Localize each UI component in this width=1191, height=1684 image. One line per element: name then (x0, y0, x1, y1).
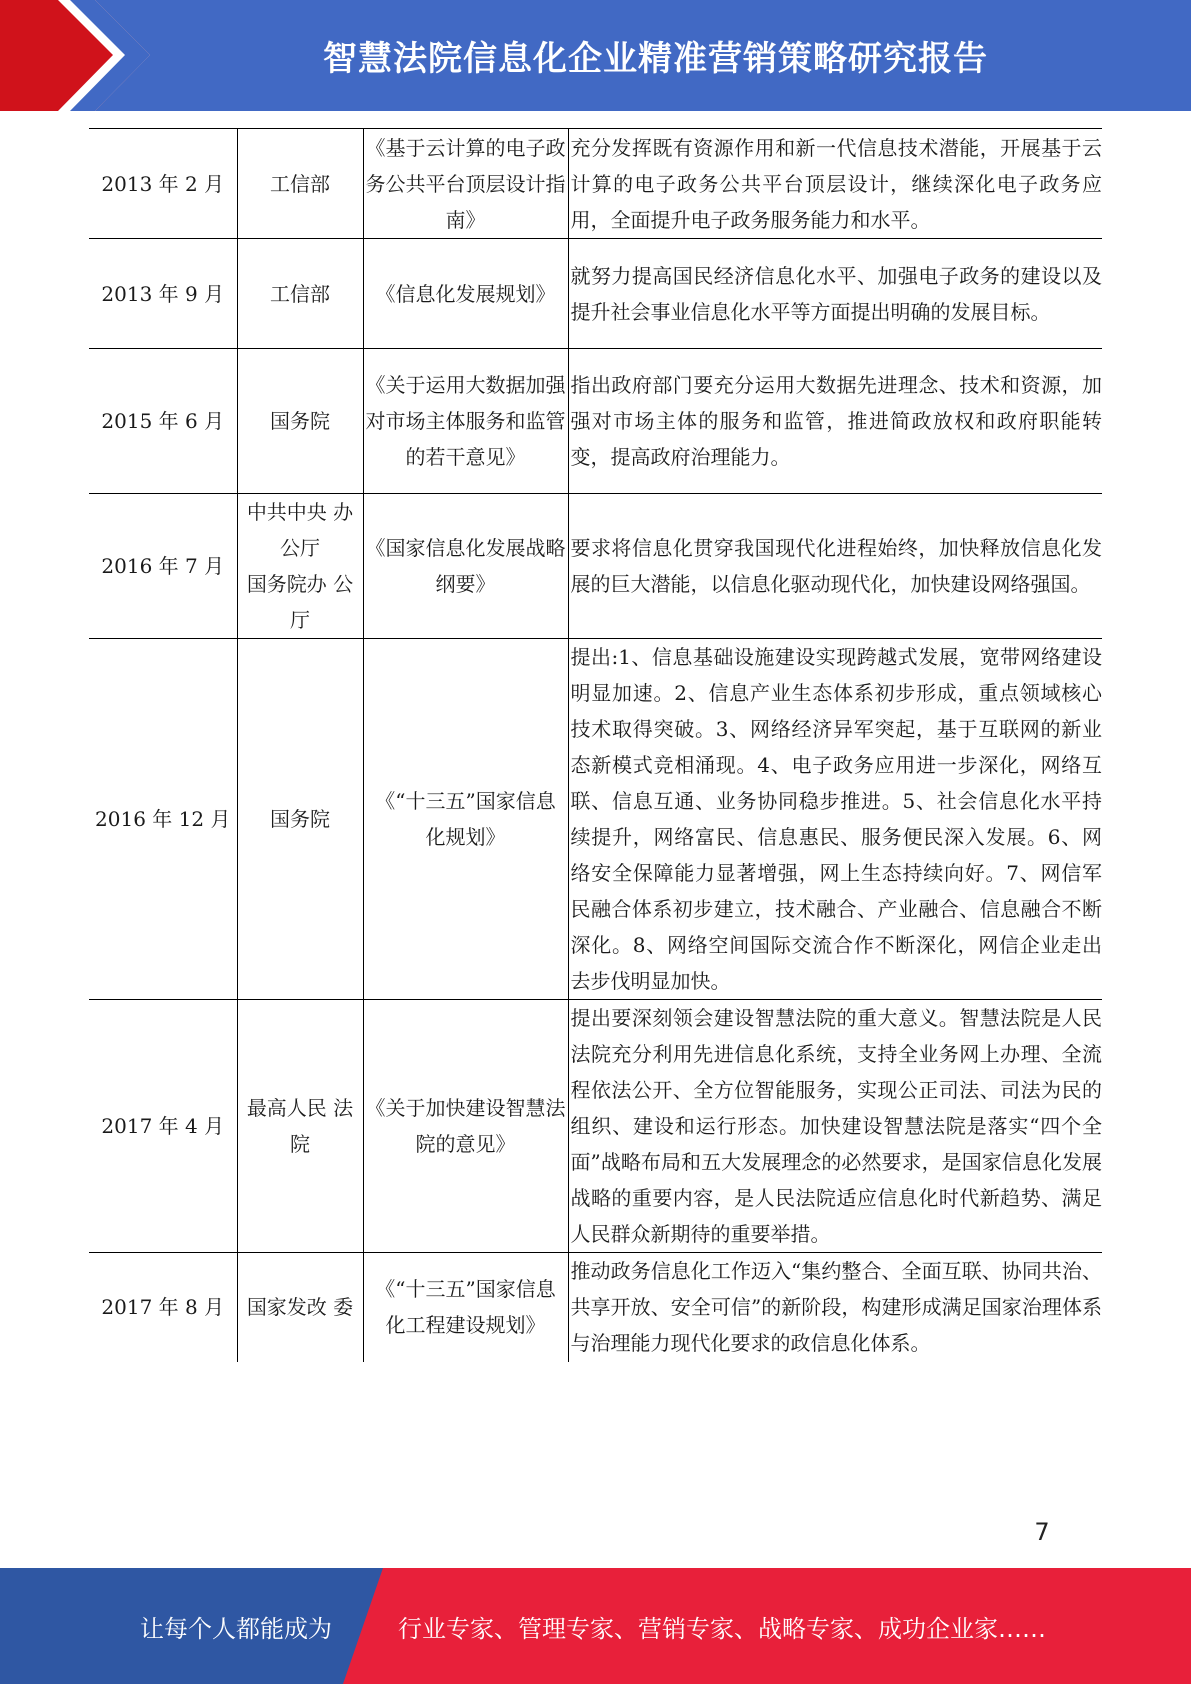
issuer-cell: 工信部 (237, 129, 363, 239)
issuer-cell: 中共中央 办公厅 国务院办 公厅 (237, 494, 363, 639)
description-cell: 指出政府部门要充分运用大数据先进理念、技术和资源，加强对市场主体的服务和监管，推进简政放权和政府职能转变，提高政府治理能力。 (568, 349, 1102, 494)
header-chevron-icon (0, 0, 160, 111)
document-cell: 《“十三五”国家信息化规划》 (363, 639, 568, 1000)
date-cell: 2017 年 4 月 (89, 1000, 237, 1253)
page-header (0, 0, 1191, 111)
table-row (89, 239, 1102, 349)
description-cell: 推动政务信息化工作迈入“集约整合、全面互联、协同共治、共享开放、安全可信”的新阶段，构建形成满足国家治理体系与治理能力现代化要求的政信息化体系。 (568, 1253, 1102, 1362)
document-cell: 《“十三五”国家信息化工程建设规划》 (363, 1253, 568, 1362)
description-cell: 提出要深刻领会建设智慧法院的重大意义。智慧法院是人民法院充分利用先进信息化系统，支持全业务网上办理、全流程依法公开、全方位智能服务，实现公正司法、司法为民的组织、建设和运行形态。加快建设智慧法院是落实“四个全面”战略布局和五大发展理念的必然要求，是国家信息化发展战略的重要内容，是人民法院适应信息化时代新趋势、满足人民群众新期待的重要举措。 (568, 1000, 1102, 1253)
document-cell: 《基于云计算的电子政务公共平台顶层设计指南》 (363, 129, 568, 239)
issuer-cell: 最高人民 法院 (237, 1000, 363, 1253)
date-cell: 2015 年 6 月 (89, 349, 237, 494)
issuer-cell: 工信部 (237, 239, 363, 349)
date-cell: 2017 年 8 月 (89, 1253, 237, 1362)
issuer-cell: 国务院 (237, 639, 363, 1000)
document-cell: 《国家信息化发展战略纲要》 (363, 494, 568, 639)
page-number: 7 (1034, 1518, 1050, 1546)
page-footer (0, 1568, 1191, 1684)
table-row (89, 129, 1102, 239)
table-row (89, 494, 1102, 639)
date-cell: 2016 年 12 月 (89, 639, 237, 1000)
report-title: 智慧法院信息化企业精准营销策略研究报告 (323, 39, 988, 79)
table-row (89, 349, 1102, 494)
description-cell: 充分发挥既有资源作用和新一代信息技术潜能，开展基于云计算的电子政务公共平台顶层设计，继续深化电子政务应用，全面提升电子政务服务能力和水平。 (568, 129, 1102, 239)
document-cell: 《关于运用大数据加强对市场主体服务和监管的若干意见》 (363, 349, 568, 494)
date-cell: 2016 年 7 月 (89, 494, 237, 639)
table-row (89, 1000, 1102, 1253)
description-cell: 提出:1、信息基础设施建设实现跨越式发展，宽带网络建设明显加速。2、信息产业生态体系初步形成，重点领域核心技术取得突破。3、网络经济异军突起，基于互联网的新业态新模式竞相涌现。4、电子政务应用进一步深化，网络互联、信息互通、业务协同稳步推进。5、社会信息化水平持续提升，网络富民、信息惠民、服务便民深入发展。6、网络安全保障能力显著增强，网上生态持续向好。7、网信军民融合体系初步建立，技术融合、产业融合、信息融合不断深化。8、网络空间国际交流合作不断深化，网信企业走出去步伐明显加快。 (568, 639, 1102, 1000)
policy-table (89, 128, 1102, 1362)
issuer-cell: 国家发改 委 (237, 1253, 363, 1362)
date-cell: 2013 年 2 月 (89, 129, 237, 239)
footer-slogan-left: 让每个人都能成为 (140, 1614, 332, 1643)
footer-slogan-right: 行业专家、管理专家、营销专家、战略专家、成功企业家…… (398, 1614, 1046, 1643)
table-row (89, 1253, 1102, 1362)
table-row (89, 639, 1102, 1000)
description-cell: 要求将信息化贯穿我国现代化进程始终，加快释放信息化发展的巨大潜能，以信息化驱动现代化，加快建设网络强国。 (568, 494, 1102, 639)
issuer-cell: 国务院 (237, 349, 363, 494)
document-cell: 《关于加快建设智慧法院的意见》 (363, 1000, 568, 1253)
document-cell: 《信息化发展规划》 (363, 239, 568, 349)
description-cell: 就努力提高国民经济信息化水平、加强电子政务的建设以及提升社会事业信息化水平等方面提出明确的发展目标。 (568, 239, 1102, 349)
date-cell: 2013 年 9 月 (89, 239, 237, 349)
